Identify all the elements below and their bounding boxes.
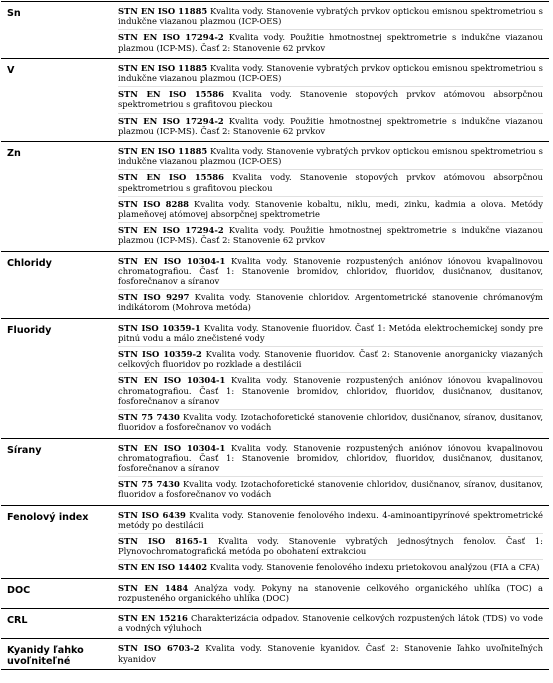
standard-title: Kvalita vody. Stanovenie vybratých prvkov optickou emisnou spektrometriou s indukčne viazanou plazmou (ICP-OES) — [118, 6, 543, 27]
standard-title: Kvalita vody. Izotachoforetické stanovenie chloridov, dusičnanov, síranov, dusitanov, fluoridov a fosforečnanov vo vodách — [118, 412, 543, 433]
standard-title: Kvalita vody. Použitie hmotnostnej spektrometrie s indukčne viazanou plazmou (ICP-MS). Časť 2: Stanovenie 62 prvkov — [118, 115, 543, 136]
standard-code: STN 75 7430 — [118, 479, 180, 490]
standard-title: Kvalita vody. Stanovenie chloridov. Argentometrické stanovenie chrómanovým indikátorom (Mohrova metóda) — [118, 292, 543, 313]
standard-code: STN ISO 6703-2 — [118, 643, 200, 654]
table-row — [1, 639, 549, 669]
standard-title: Kvalita vody. Stanovenie rozpustených aniónov iónovou kvapalinovou chromatografiou. Časť 1: Stanovenie bromidov, chloridov, fluoridov, dusičnanov, dusitanov, fosforečnanov a síranov — [118, 375, 543, 406]
standard-code: STN EN 15216 — [118, 612, 188, 623]
standard-reference — [118, 581, 543, 606]
standard-title: Kvalita vody. Stanovenie stopových prvkov atómovou absorpčnou spektrometriou s grafitovou pieckou — [118, 89, 543, 110]
standard-references — [112, 505, 549, 578]
parameter-name: Fluoridy — [7, 324, 52, 336]
parameter-name: Zn — [7, 148, 21, 160]
standard-code: STN ISO 6439 — [118, 509, 186, 520]
parameter-name: DOC — [7, 584, 31, 596]
standard-code: STN 75 7430 — [118, 412, 180, 423]
standard-title: Kvalita vody. Izotachoforetické stanovenie chloridov, dusičnanov, síranov, dusitanov, fluoridov a fosforečnanov vo vodách — [118, 479, 543, 500]
standard-reference — [118, 508, 543, 533]
standard-title: Kvalita vody. Použitie hmotnostnej spektrometrie s indukčne viazanou plazmou (ICP-MS). Časť 2: Stanovenie 62 prvkov — [118, 225, 543, 246]
standard-reference — [118, 254, 543, 290]
standard-references — [112, 2, 549, 59]
standard-reference — [118, 29, 543, 55]
standards-table-document — [1, 1, 552, 670]
standard-references — [112, 608, 549, 638]
standard-code: STN EN ISO 15586 — [118, 89, 224, 100]
standard-title: Analýza vody. Pokyny na stanovenie celkového organického uhlíka (TOC) a rozpusteného organického uhlíka (DOC) — [118, 582, 543, 603]
table-row — [1, 2, 549, 59]
standard-title: Kvalita vody. Stanovenie kobaltu, niklu, medi, zinku, kadmia a olova. Metódy plameňovej atómovej absorpčnej spektrometrie — [118, 198, 543, 220]
standard-code: STN EN 1484 — [118, 582, 189, 593]
parameter-name: Sírany — [7, 444, 42, 456]
standard-reference — [118, 559, 543, 575]
standard-reference — [118, 144, 543, 169]
standard-reference — [118, 372, 543, 409]
standard-reference — [118, 641, 543, 666]
parameter-name: CRL — [7, 614, 28, 626]
standard-code: STN EN ISO 17294-2 — [118, 115, 224, 126]
standard-reference — [118, 169, 543, 195]
standard-code: STN ISO 10359-1 — [118, 322, 201, 333]
table-row — [1, 251, 549, 318]
standard-references — [112, 438, 549, 505]
standard-title: Kvalita vody. Stanovenie rozpustených aniónov iónovou kvapalinovou chromatografiou. Časť 1: Stanovenie bromidov, chloridov, fluoridov, dusičnanov, dusitanov, fosforečnanov a síranov — [118, 442, 543, 473]
standard-code: STN EN ISO 17294-2 — [118, 32, 224, 43]
standard-reference — [118, 61, 543, 86]
standard-reference — [118, 533, 543, 559]
standard-title: Charakterizácia odpadov. Stanovenie celkových rozpustených látok (TDS) vo vode a vodných výluhoch — [118, 612, 543, 634]
standard-title: Kvalita vody. Stanovenie rozpustených aniónov iónovou kvapalinovou chromatografiou. Časť 1: Stanovenie bromidov, chloridov, fluoridov, dusičnanov, dusitanov, fosforečnanov a síranov — [118, 255, 543, 287]
parameter-name: Fenolový index — [7, 511, 89, 523]
standard-code: STN EN ISO 10304-1 — [118, 255, 226, 266]
standard-reference — [118, 409, 543, 435]
standard-code: STN ISO 8288 — [118, 198, 189, 209]
standard-reference — [118, 441, 543, 477]
table-row — [1, 608, 549, 638]
standard-reference — [118, 476, 543, 502]
standard-reference — [118, 4, 543, 29]
parameter-name: Kyanidy ľahko uvoľniteľné — [7, 645, 84, 668]
standard-title: Kvalita vody. Stanovenie vybratých prvkov optickou emisnou spektrometriou s indukčne viazanou plazmou (ICP-OES) — [118, 146, 543, 167]
table-row — [1, 318, 549, 438]
parameter-name: Chloridy — [7, 257, 52, 269]
standard-title: Kvalita vody. Stanovenie fluoridov. Časť 1: Metóda elektrochemickej sondy pre pitnú vodu a málo znečistené vody — [118, 322, 543, 343]
standard-references — [112, 251, 549, 318]
standards-table — [1, 1, 549, 670]
standard-title: Kvalita vody. Stanovenie vybratých prvkov optickou emisnou spektrometriou s indukčne viazanou plazmou (ICP-OES) — [118, 62, 543, 84]
standard-title: Kvalita vody. Použitie hmotnostnej spektrometrie s indukčne viazanou plazmou (ICP-MS). Časť 2: Stanovenie 62 prvkov — [118, 32, 543, 53]
standard-code: STN EN ISO 10304-1 — [118, 442, 226, 453]
standard-title: Kvalita vody. Stanovenie vybratých jednosýtnych fenolov. Časť 1: Plynovochromatografická metóda po obohatení extrakciou — [118, 535, 543, 557]
table-row — [1, 578, 549, 608]
standard-reference — [118, 222, 543, 248]
standard-reference — [118, 86, 543, 112]
standard-reference — [118, 196, 543, 222]
standard-code: STN EN ISO 11885 — [118, 6, 208, 16]
standard-title: Kvalita vody. Stanovenie fluoridov. Časť 2: Stanovenie anorganicky viazaných celkových fluoridov po rozklade a destilácii — [118, 349, 544, 370]
table-row — [1, 142, 549, 252]
standard-references — [112, 578, 549, 608]
standard-reference — [118, 346, 543, 372]
standard-title: Kvalita vody. Stanovenie kyanidov. Časť 2: Stanovenie ľahko uvoľniteľných kyanidov — [118, 643, 543, 664]
standard-code: STN ISO 8165-1 — [118, 535, 209, 546]
standard-code: STN ISO 10359-2 — [118, 349, 202, 360]
table-row — [1, 58, 549, 141]
standard-title: Kvalita vody. Stanovenie fenolového indexu. 4-aminoantipyrínové spektrometrické metódy po destilácii — [118, 509, 543, 530]
standard-reference — [118, 289, 543, 315]
standard-references — [112, 142, 549, 252]
standard-references — [112, 639, 549, 669]
standard-reference — [118, 113, 543, 139]
standard-code: STN ISO 9297 — [118, 292, 190, 303]
standard-code: STN EN ISO 14402 — [118, 562, 208, 573]
standard-references — [112, 58, 549, 141]
standard-title: Kvalita vody. Stanovenie fenolového indexu prietokovou analýzou (FIA a CFA) — [209, 562, 540, 573]
standard-code: STN EN ISO 15586 — [118, 172, 224, 183]
standard-code: STN EN ISO 17294-2 — [118, 225, 224, 236]
standard-references — [112, 318, 549, 438]
parameter-name: Sn — [7, 8, 21, 19]
standards-table-body — [1, 2, 549, 670]
standard-code: STN EN ISO 11885 — [118, 146, 208, 157]
standard-code: STN EN ISO 11885 — [118, 62, 208, 73]
standard-reference — [118, 321, 543, 346]
table-row — [1, 438, 549, 505]
standard-code: STN EN ISO 10304-1 — [118, 375, 226, 386]
table-row — [1, 505, 549, 578]
standard-title: Kvalita vody. Stanovenie stopových prvkov atómovou absorpčnou spektrometriou s grafitovou pieckou — [118, 172, 543, 193]
standard-reference — [118, 611, 543, 636]
parameter-name: V — [7, 64, 15, 76]
